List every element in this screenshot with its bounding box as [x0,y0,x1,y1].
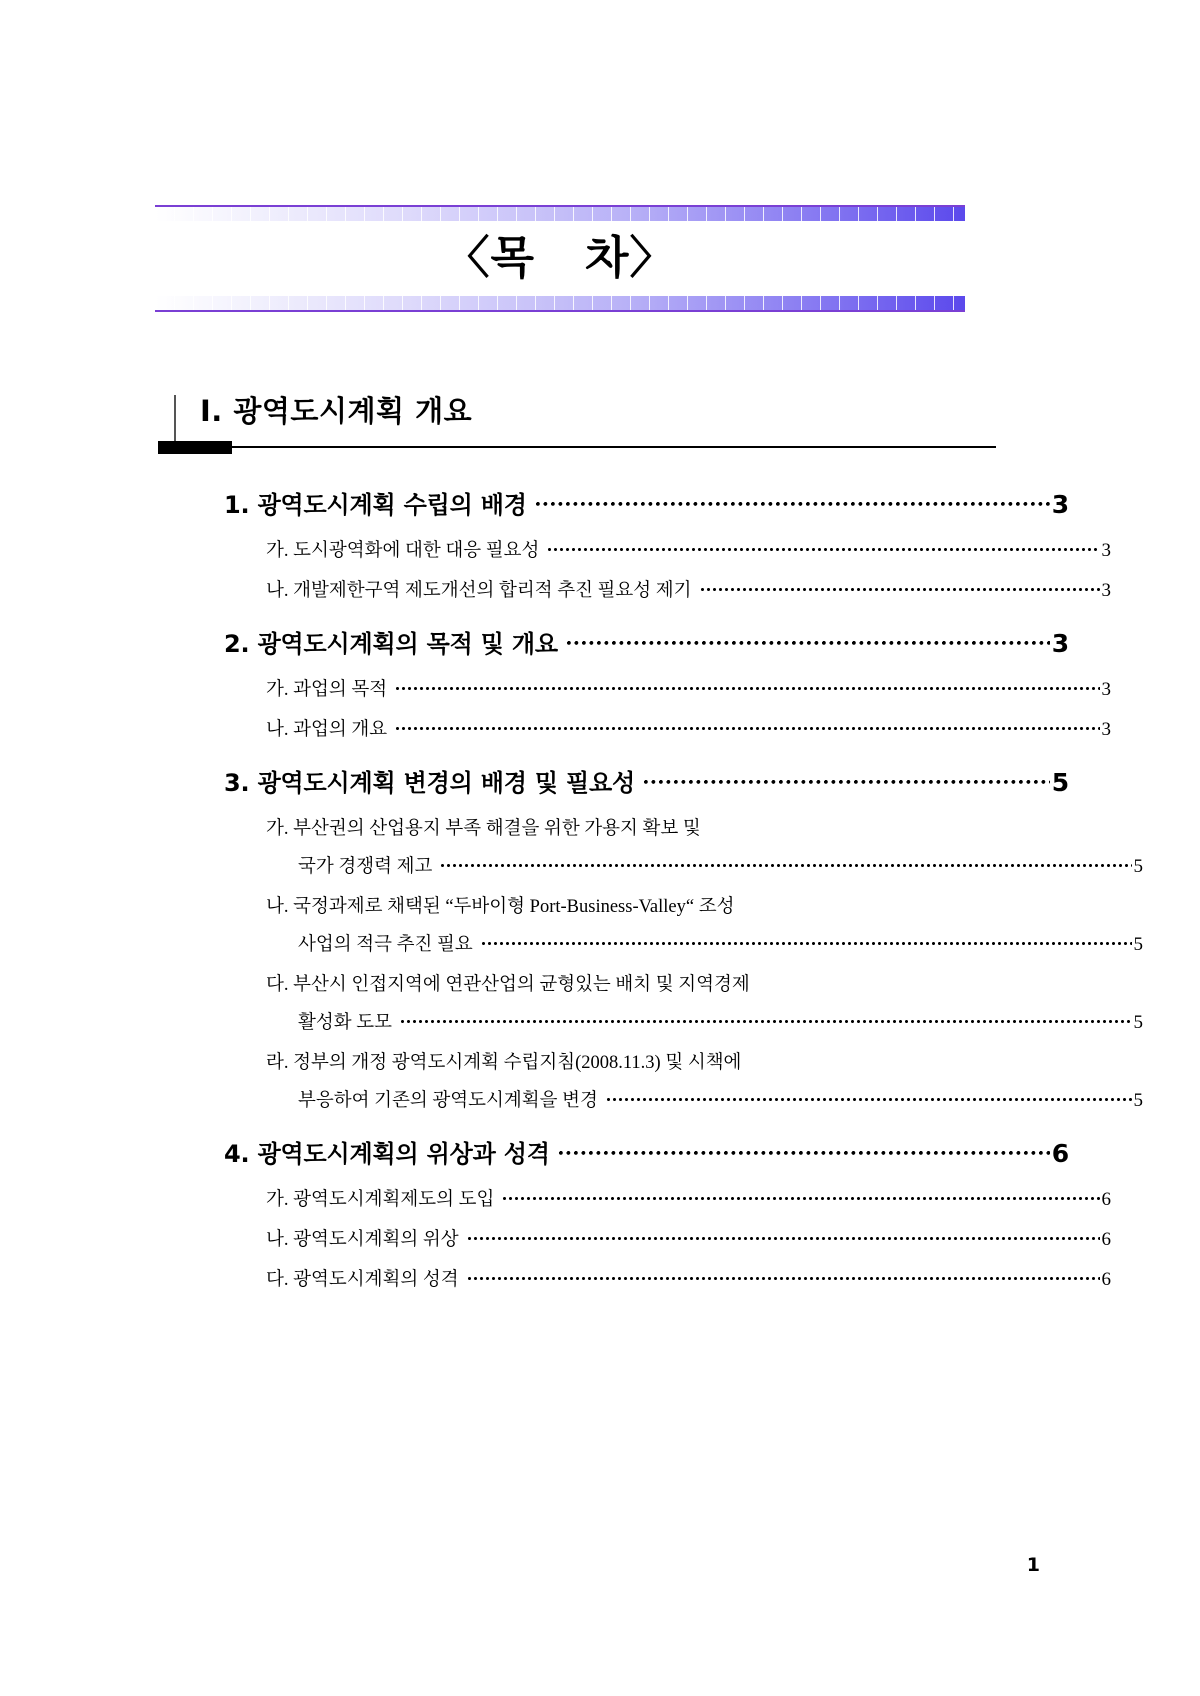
title-bottom-gradient-bar [155,296,965,310]
toc-leader-dots [644,767,1050,791]
toc-entry[interactable] [266,1225,1111,1251]
toc-spacer [158,1211,1003,1225]
toc-entry-page-number: 6 [1101,1189,1111,1210]
toc-leader-dots [468,1227,1100,1246]
toc-entry-label: 사업의 적극 추진 필요 [298,935,473,955]
toc-leader-dots [743,894,1109,913]
toc-entry-label: 나. 개발제한구역 제도개선의 합리적 추진 필요성 제기 [266,581,692,601]
toc-entry-label: 1. 광역도시계획 수립의 배경 [224,491,527,519]
toc-entry-label: 2. 광역도시계획의 목적 및 개요 [224,630,558,658]
toc-entry[interactable] [266,814,1111,840]
toc-entry[interactable] [298,1086,1143,1112]
toc-leader-dots [482,932,1132,951]
toc-leader-dots [567,628,1050,652]
toc-entry[interactable] [266,1265,1111,1291]
toc-entry-label: 다. 광역도시계획의 성격 [266,1270,459,1290]
chapter-underline [158,446,996,448]
toc-entry[interactable] [224,1134,1069,1169]
toc-spacer [158,956,1003,970]
toc-entry-label: 가. 도시광역화에 대한 대응 필요성 [266,541,540,561]
toc-entry-label: 나. 광역도시계획의 위상 [266,1230,459,1250]
toc-spacer [158,659,1003,675]
toc-entry[interactable] [266,675,1111,701]
toc-entry[interactable] [298,930,1143,956]
toc-spacer [158,562,1003,576]
toc-entry-page-number: 3 [1051,629,1069,658]
toc-spacer [158,878,1003,892]
table-of-contents [158,485,1143,1291]
toc-leader-dots [396,677,1099,696]
toc-leader-dots [503,1187,1099,1206]
chapter-heading [158,393,996,463]
toc-entry[interactable] [266,892,1111,918]
toc-entry-page-number: 3 [1101,580,1111,601]
title-bottom-rule [155,310,965,312]
toc-spacer [158,1034,1003,1048]
toc-leader-dots [759,972,1109,991]
toc-entry[interactable] [266,1185,1111,1211]
toc-leader-dots [710,816,1109,835]
toc-leader-dots [607,1088,1132,1107]
toc-entry[interactable] [224,485,1069,520]
toc-entry-label: 국가 경쟁력 제고 [298,857,433,877]
toc-entry-label: 3. 광역도시계획 변경의 배경 및 필요성 [224,769,635,797]
toc-entry-label: 부응하여 기존의 광역도시계획을 변경 [298,1091,598,1111]
toc-leader-dots [536,489,1050,513]
toc-leader-dots [396,717,1099,736]
toc-leader-dots [548,538,1099,557]
toc-entry-page-number: 6 [1051,1139,1069,1168]
toc-spacer [158,520,1003,536]
document-title-block [155,205,965,312]
toc-entry[interactable] [298,1008,1143,1034]
toc-entry[interactable] [266,715,1111,741]
toc-entry-page-number: 3 [1101,719,1111,740]
toc-spacer [158,741,1003,763]
toc-entry[interactable] [266,970,1111,996]
toc-entry-page-number: 3 [1051,490,1069,519]
chapter-corner-block [158,441,232,454]
toc-spacer [158,918,1003,930]
toc-entry-page-number: 5 [1133,934,1143,955]
chapter-accent-bar [174,395,176,441]
toc-entry-label: 활성화 도모 [298,1013,392,1033]
toc-leader-dots [468,1267,1100,1286]
toc-entry[interactable] [224,763,1069,798]
toc-entry-page-number: 5 [1133,1090,1143,1111]
title-top-gradient-bar [155,207,965,221]
toc-entry-label: 라. 정부의 개정 광역도시계획 수립지침(2008.11.3) 및 시책에 [266,1053,742,1073]
toc-spacer [158,1112,1003,1134]
toc-entry[interactable] [224,624,1069,659]
toc-entry-label: 다. 부산시 인접지역에 연관산업의 균형있는 배치 및 지역경제 [266,975,750,995]
page-number: 1 [1026,1554,1040,1576]
toc-entry-page-number: 5 [1133,1012,1143,1033]
toc-entry[interactable] [266,536,1111,562]
toc-spacer [158,701,1003,715]
toc-entry-page-number: 3 [1101,540,1111,561]
toc-leader-dots [701,578,1100,597]
toc-entry-page-number: 6 [1101,1229,1111,1250]
toc-entry-page-number: 3 [1101,679,1111,700]
toc-spacer [158,1251,1003,1265]
toc-entry-page-number: 5 [1051,768,1069,797]
toc-spacer [158,996,1003,1008]
toc-leader-dots [401,1010,1132,1029]
toc-spacer [158,602,1003,624]
toc-spacer [158,840,1003,852]
toc-entry-label: 4. 광역도시계획의 위상과 성격 [224,1140,550,1168]
toc-entry[interactable] [298,852,1143,878]
toc-entry[interactable] [266,1048,1111,1074]
chapter-title: Ⅰ. 광역도시계획 개요 [200,394,473,428]
toc-leader-dots [750,1050,1109,1069]
toc-entry-page-number: 6 [1101,1269,1111,1290]
toc-entry-label: 나. 과업의 개요 [266,720,388,740]
toc-entry-label: 가. 과업의 목적 [266,680,388,700]
toc-entry-label: 나. 국정과제로 채택된 “두바이형 Port-Business-Valley“ 조성 [266,897,735,917]
toc-leader-dots [559,1138,1050,1162]
page-title: 〈목 차〉 [444,231,676,284]
toc-spacer [158,1074,1003,1086]
toc-entry-label: 가. 부산권의 산업용지 부족 해결을 위한 가용지 확보 및 [266,819,701,839]
toc-entry-label: 가. 광역도시계획제도의 도입 [266,1190,495,1210]
toc-spacer [158,798,1003,814]
toc-entry[interactable] [266,576,1111,602]
toc-leader-dots [441,854,1131,873]
toc-entry-page-number: 5 [1133,856,1143,877]
toc-spacer [158,1169,1003,1185]
